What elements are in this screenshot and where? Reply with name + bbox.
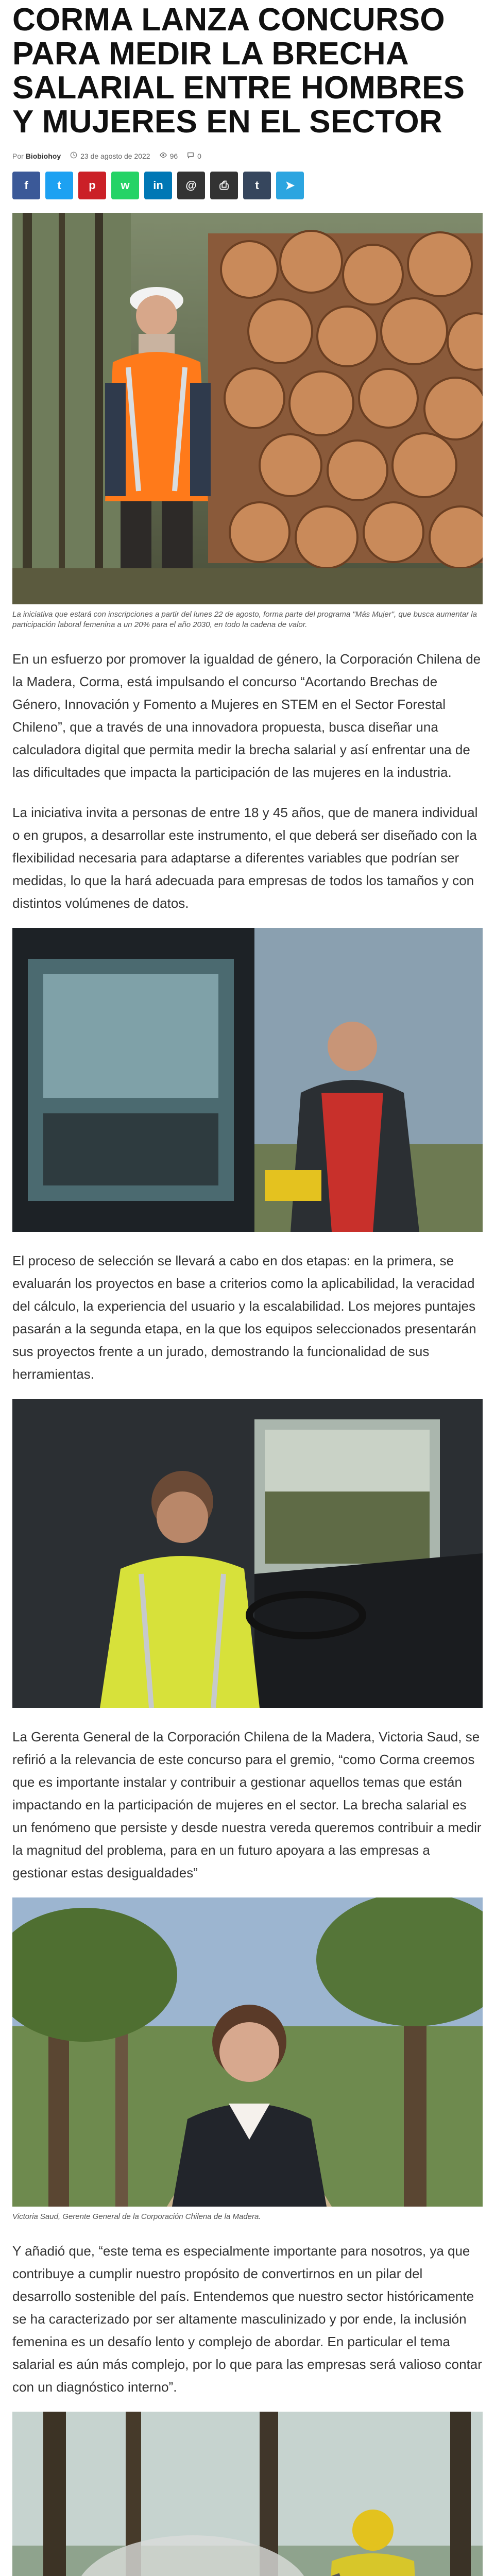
byline: Por Biobiohoy — [12, 151, 61, 160]
forest-firefighter-image — [12, 2412, 483, 2576]
share-whatsapp-button[interactable] — [111, 172, 139, 199]
photo-4-caption: Victoria Saud, Gerente General de la Corporación Chilena de la Madera. — [12, 2212, 261, 2221]
share-print-button[interactable] — [210, 172, 238, 199]
paragraph-2: La iniciativa invita a personas de entre 18 y 45 años, que de manera individual o en grupos, a desarrollar este instrumento, el que deberá ser diseñado con la flexibilidad necesaria para adaptarse a diferentes variables que podrían ser medidas, lo que la hará adecuada para empresas de todos los tamaños y con distintos volúmenes de datos. — [12, 805, 478, 911]
share-twitter-button[interactable] — [45, 172, 73, 199]
article-title: CORMA LANZA CONCURSO PARA MEDIR LA BRECHA SALARIAL ENTRE HOMBRES Y MUJERES EN EL SECTOR — [12, 2, 465, 140]
share-linkedin-button[interactable] — [144, 172, 172, 199]
eye-icon — [160, 151, 167, 160]
paragraph-3: El proceso de selección se llevará a cabo en dos etapas: en la primera, se evaluarán los proyectos en base a criterios como la aplicabilidad, la veracidad del cálculo, la experiencia del usuario y la escalabilidad. Los mejores puntajes pasarán a la segunda etapa, en la que los equipos seleccionados presentarán sus proyectos frente a un jurado, demostrando la funcionalidad de sus herramientas. — [12, 1253, 476, 1382]
paragraph-4: La Gerenta General de la Corporación Chilena de la Madera, Victoria Saud, se refirió a la relevancia de este concurso para el gremio, “como Corma creemos que es importante instalar y contribuir a gestionar aquellos temas que están impactando en la participación de mujeres en el sector. La brecha salarial es un fenómeno que persiste y desde nuestra vereda queremos contribuir a medir la magnitud del problema, para en un futuro apoyara a las empresas a gestionar estas desigualdades” — [12, 1729, 482, 1880]
paragraph-5: Y añadió que, “este tema es especialmente importante para nosotros, ya que contribuye a cumplir nuestro propósito de convertirnos en un pilar del desarrollo sostenible del país. Entendemos que nuestro sector históricamente se ha caracterizado por ser altamente masculinizado y por ende, la inclusión femenina es un desafío lento y complejo de abordar. En particular el tema salarial es aún más complejo, por lo que para las empresas será valioso contar con un diagnóstico interno”. — [12, 2243, 482, 2395]
article-photo-1 — [12, 213, 483, 604]
author-link[interactable]: Biobiohoy — [25, 151, 61, 160]
article-photo-5 — [12, 2412, 483, 2576]
share-email-button[interactable] — [177, 172, 205, 199]
comment-icon — [187, 151, 194, 160]
share-pinterest-button[interactable] — [78, 172, 106, 199]
article-photo-4 — [12, 1897, 483, 2207]
article-photo-3 — [12, 1399, 483, 1708]
victoria-saud-image — [12, 1897, 483, 2207]
share-tumblr-button[interactable] — [243, 172, 271, 199]
linkedin-icon: in — [153, 179, 163, 192]
paragraph-1: En un esfuerzo por promover la igualdad de género, la Corporación Chilena de la Madera, Corma, está impulsando el concurso “Acortando Brechas de Género, Innovación y Fomento a Mujeres en STEM en el Sector Forestal Chileno”, que a través de una innovadora propuesta, busca diseñar una calculadora digital que permita medir la brecha salarial y así enfrentar una de las dificultades que impacta la participación de las mujeres en la industria. — [12, 651, 481, 780]
woman-driver-image — [12, 1399, 483, 1708]
machine-operator-image — [12, 928, 483, 1232]
comments-count[interactable]: 0 — [187, 151, 201, 160]
views-count: 96 — [160, 151, 178, 160]
facebook-icon: f — [24, 179, 28, 192]
share-buttons — [12, 172, 483, 199]
publish-date: 23 de agosto de 2022 — [70, 151, 150, 160]
article-photo-2 — [12, 928, 483, 1232]
twitter-icon: t — [57, 179, 61, 192]
email-icon: @ — [185, 179, 197, 192]
share-telegram-button[interactable] — [276, 172, 304, 199]
forest-worker-image — [12, 213, 483, 604]
photo-1-caption: La iniciativa que estará con inscripciones a partir del lunes 22 de agosto, forma parte del programa "Más Mujer", que busca aumentar la participación laboral femenina a un 20% para el año 2030, en todo la cadena de valor. — [12, 610, 477, 629]
tumblr-icon: t — [255, 179, 259, 192]
article-meta — [12, 151, 483, 160]
telegram-icon: ➤ — [285, 179, 295, 192]
print-icon: ⎙ — [219, 179, 229, 192]
pinterest-icon: p — [89, 179, 96, 192]
clock-icon — [70, 151, 77, 160]
whatsapp-icon: w — [121, 179, 130, 192]
share-facebook-button[interactable] — [12, 172, 40, 199]
